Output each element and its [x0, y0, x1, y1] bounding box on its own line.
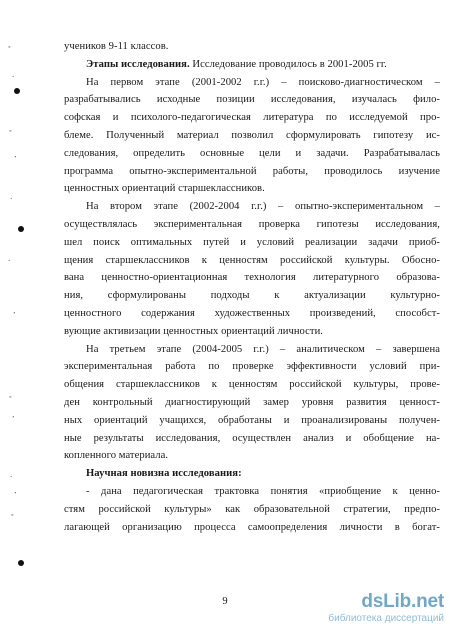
scan-dot	[18, 560, 24, 566]
text-line: - дана педагогическая трактовка понятия «приобщение к ценно-	[86, 485, 440, 497]
scan-mark: ‚	[14, 487, 17, 495]
text-line: блеме. Полученный материал позволил сформулировать гипотезу ис-	[64, 129, 440, 141]
scan-mark: ‚	[13, 307, 16, 315]
scan-mark: ·	[10, 195, 13, 203]
text-line: копленного материала.	[64, 450, 169, 462]
text-line: На первом этапе (2001-2002 г.г.) – поисково-диагностическом –	[86, 76, 440, 88]
watermark-logo: dsLib.net	[361, 591, 444, 612]
scan-mark: ◦	[9, 127, 12, 135]
text-line: лагающей организацию процесса самоопределения личности в богат-	[64, 521, 440, 533]
text-line: ценностного содержания художественных произведений, способст-	[64, 307, 440, 319]
watermark	[328, 591, 444, 627]
text-line: На втором этапе (2002-2004 г.г.) – опытно-экспериментальном –	[86, 201, 440, 213]
scan-dot	[14, 88, 20, 94]
text-line: учеников 9-11 классов.	[64, 41, 169, 52]
text-line: шел поиск оптимальных путей и условий реализации задачи приоб-	[64, 236, 440, 248]
scan-mark: ·	[12, 73, 15, 81]
text-line: щения старшеклассников к ценностям российской культуры. Обосно-	[64, 254, 440, 266]
text-line: вующие активизации ценностных ориентаций личности.	[64, 325, 323, 337]
text-line: Этапы исследования. Исследование проводилось в 2001-2005 гг.	[86, 58, 387, 70]
text-line: экспериментальная работа по проверке эффективности условий при-	[64, 361, 440, 373]
scan-mark: ·	[8, 257, 11, 265]
text-line: ценностных ориентаций старшеклассников.	[64, 183, 265, 195]
section-heading: Научная новизна исследования:	[86, 468, 242, 480]
page-number: 9	[222, 596, 228, 607]
text-line: На третьем этапе (2004-2005 г.г.) – аналитическом – завершена	[86, 343, 440, 355]
text-line: ден контрольный диагностирующий замер уровня развития ценност-	[64, 396, 440, 408]
scan-mark: ◦	[9, 393, 12, 401]
text-line: разрабатывались исходные позиции исследования, изучалась фило-	[64, 94, 440, 106]
scan-mark: ·	[10, 473, 13, 481]
scan-margin-marks	[0, 0, 30, 631]
watermark-subtitle: библиотека диссертаций	[328, 613, 444, 624]
text-line: софская и психолого-педагогическая литература по исследуемой про-	[64, 112, 440, 124]
text-line: вана ценностно-ориентационная технология литературного образова-	[64, 272, 440, 284]
text-line: ния, сформулированы подходы к актуализации культурно-	[64, 290, 440, 302]
text-line: ные результаты исследования, осуществлен анализ и обобщение на-	[64, 432, 440, 444]
scan-mark: ◦	[11, 511, 14, 519]
text-line: осуществлялась экспериментальная проверка гипотезы исследования,	[64, 218, 440, 230]
text-line: общения старшеклассников к ценностям российской культуры, прове-	[64, 379, 440, 391]
text-line: следования, определить основные цели и задачи. Разрабатывалась	[64, 147, 440, 159]
scan-mark: ‚	[12, 411, 15, 419]
scan-mark: ‚	[14, 151, 17, 159]
scan-dot	[18, 226, 24, 232]
section-heading: Этапы исследования.	[86, 58, 190, 70]
scan-mark: ◦	[8, 43, 11, 51]
text-line: программа опытно-экспериментальной работы, проводилось изучение	[64, 165, 440, 177]
text-line: ных ориентаций учащихся, обработаны и проанализированы получен-	[64, 414, 440, 426]
document-body	[64, 38, 440, 536]
text-line: стям российской культуры» как образовательной стратегии, предпо-	[64, 503, 440, 515]
